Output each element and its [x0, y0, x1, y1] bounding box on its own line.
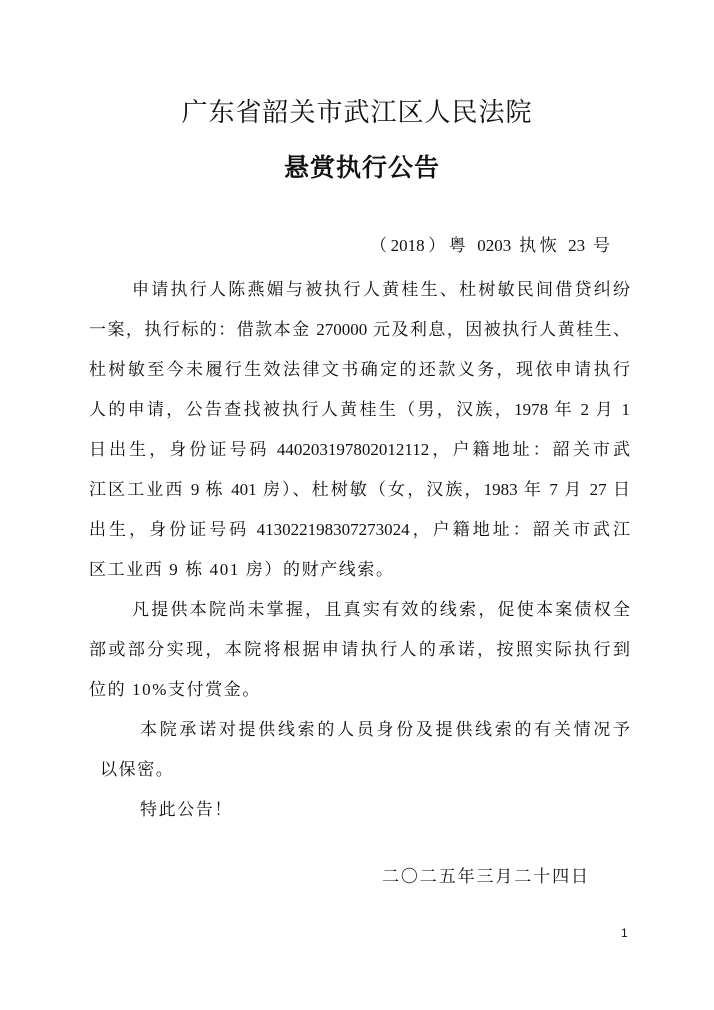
- paragraph-1-line-2: 一案，执行标的：借款本金 270000 元及利息，因被执行人黄桂生、: [89, 320, 630, 339]
- paragraph-2-line-1: 凡提供本院尚未掌握，且真实有效的线索，促使本案债权全: [132, 600, 630, 619]
- paragraph-2-line-3: 位的 10%支付赏金。: [89, 680, 262, 699]
- page-number: 1: [621, 926, 628, 940]
- paragraph-1-line-7: 出生，身份证号码 413022198307273024，户籍地址：韶关市武江: [89, 520, 630, 539]
- notice-date: 二〇二五年三月二十四日: [382, 867, 588, 886]
- court-name: 广东省韶关市武江区人民法院: [181, 98, 533, 127]
- paragraph-3-line-2: 以保密。: [100, 760, 175, 779]
- paragraph-1-line-8: 区工业西 9 栋 401 房）的财产线索。: [89, 560, 395, 579]
- paragraph-1-line-5: 日出生，身份证号码 440203197802012112，户籍地址：韶关市武: [89, 440, 630, 459]
- notice-title: 悬赏执行公告: [283, 153, 440, 182]
- paragraph-3-line-1: 本院承诺对提供线索的人员身份及提供线索的有关情况予: [140, 720, 630, 739]
- paragraph-1-line-6: 江区工业西 9 栋 401 房）、杜树敏（女，汉族，1983 年 7 月 27 日: [89, 480, 630, 499]
- case-number: （2018）粤 0203 执恢 23 号: [370, 236, 610, 255]
- paragraph-2-line-2: 部或部分实现，本院将根据申请执行人的承诺，按照实际执行到: [89, 640, 630, 659]
- paragraph-1-line-3: 杜树敏至今未履行生效法律文书确定的还款义务，现依申请执行: [89, 360, 630, 379]
- closing-statement: 特此公告！: [140, 800, 233, 819]
- paragraph-1-line-1: 申请执行人陈燕媚与被执行人黄桂生、杜树敏民间借贷纠纷: [132, 280, 630, 299]
- paragraph-1-line-4: 人的申请，公告查找被执行人黄桂生（男，汉族，1978 年 2 月 1: [89, 400, 630, 419]
